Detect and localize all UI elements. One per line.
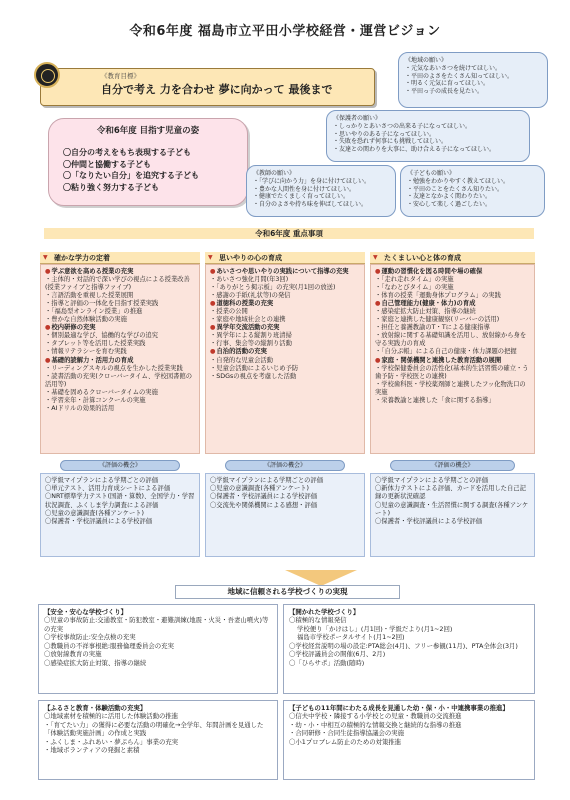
box-item: ・合同研修・合同生徒指導協議会の実施 [289,729,405,738]
priority-column-health [370,252,535,557]
box-item: ・幼・小・中相互の積極的な情報交換と継続的な指導の推進 [289,720,462,729]
section-item: ・「自分ぷ帳」による自己の健康・体力課題の把握 [375,348,517,356]
section-item: ・主体的・対話的で深い学びの視点による授業改善(授業ファイブと指導ファイブ) [45,276,190,292]
bubble-title: 《教師の願い》 [253,170,296,177]
column-heading: ▼ 思いやりの心の育成 [205,252,365,264]
goal-text: 自分で考え 力を合わせ 夢に向かって 最後まで [101,83,333,96]
section-item: ・読書活動の充実(クローバータイム、学校図書館の活用等) [45,372,193,388]
open-school-box [283,604,535,694]
goal-label: 《教育目標》 [101,72,140,80]
box-item: 〇小1プロブレム防止のための対策推進 [289,737,402,746]
evaluation-item: 〇保護者・学校評議員による学校評価 [45,517,153,525]
bubble-title: 《地域の願い》 [405,57,448,64]
priority-column-academic [40,252,200,557]
section-item: ・担任と養護教諭のT・Tによる健康指導 [375,324,490,332]
evaluation-item: 〇保護者・学校評議員による学校評価 [210,493,318,501]
box-heading: 【開かれた学校づくり】 [289,608,360,616]
section-item: ・情報リテラシーを育む実践 [45,348,127,356]
page-title: 令和6年度 福島市立平田小学校経営・運営ビジョン [129,24,441,39]
section-item: ・個別最適な学び、協働的な学びの追究 [45,332,159,340]
section-item: ・栄養教諭と連携した「食に関する指導」 [375,396,495,404]
section-item: ・リーディングスキルの視点を生かした授業実践 [45,364,183,372]
evaluation-item: 〇児童の意識調査(各種アンケート) [45,509,144,517]
section-title: ● 家庭・関係機関と連携した教育活動の展開 [375,357,530,365]
bubble-line: ・明るく元気に育ってほしい。 [405,80,490,88]
section-item: ・感染症拡大防止対策、指導の継続 [375,308,476,316]
box-item: ・ふくしま・ふれあい・夢ぷらん」事業の充実 [44,737,179,746]
safety-box [38,604,278,694]
section-item: ・放射線に関する基礎知識を活用し、放射線から身を守る実践力の育成 [375,332,527,348]
section-title: ● 自治的活動の充実 [210,348,360,356]
evaluation-label: 《評価の機会》 [390,460,515,471]
section-item: ・SDGsの視点を考慮した活動 [210,372,297,380]
bubble-line: ・「学びに向かう力」を身に付けてほしい。 [253,177,371,185]
section-item: ・自発的な児童会活動 [210,356,273,364]
box-item: 〇信夫中学校・隣接する小学校との児童・教職員の交流推進 [289,712,462,721]
box-item: 〇児童の事故防止:交通教室・防犯教室・避難訓練(地震・火災・吾妻山噴火)等の充実 [44,616,269,633]
section-item: ・感謝の手紙(礼状等)の発信 [210,292,291,300]
evaluation-item: 〇交流先や関係機関による感想・評価 [210,501,318,509]
section-item: ・豊かな自然体験活動の実施 [45,316,127,324]
box-heading: 【安全・安心な学校づくり】 [44,608,128,616]
evaluation-item: 〇単元テスト、活用力育成シートによる評価 [45,485,171,493]
child-vision-title: 令和6年度 目指す児童の姿 [96,126,200,136]
box-item: ・「育てたい力」の獲得に必要な活動の明確化→全学年、年間計画を見通した「体験活動実施計画」の作成と実践 [44,720,264,738]
down-arrow-icon [285,570,357,586]
column-body [205,264,365,454]
bubble-line: ・勉強をわかりやすく教えてほしい。 [407,177,510,185]
section-title: ● 道徳科の授業の充実 [210,300,360,308]
evaluation-body [205,473,365,557]
bubble-line: ・平田っ子の成長を見たい。 [405,88,484,96]
bubble-line: ・平田のよさをたくさん知ってほしい。 [405,72,514,80]
child-vision-item: 〇「なりたい自分」を追究する子ども [63,171,199,181]
evaluation-label: 《評価の機会》 [225,460,345,471]
section-item: ・児童会活動によるいじめ予防 [210,364,299,372]
trust-title: 地域に信頼される学校づくりの実現 [175,585,400,599]
section-item: ・学校歯科医・学校薬剤師と連携したフッ化物洗口の実施 [375,380,526,396]
bubble-title: 《子どもの願い》 [407,170,456,177]
section-item: ・「なわとびタイム」の実施 [375,284,454,292]
hometown-education-box [38,700,278,780]
column-heading: ▼ たくましい心と体の育成 [370,252,535,264]
section-item: ・学校保健委員会の活性化(基本的生活習慣の確立・う歯予防・学校医との連携) [375,364,529,380]
section-item: ・あいさつ強化月間(年3回) [210,276,289,284]
box-heading: 【子どもの11年間にわたる成長を見通した幼・保・小・中連携事業の推進】 [289,704,509,712]
section-item: ・家庭や地域社会との連携 [210,316,286,324]
priority-column-compassion [205,252,365,557]
section-title: ● 校内研修の充実 [45,324,195,332]
school-emblem-icon [34,62,60,88]
bubble-line: ・自分のよさや持ち味を伸ばしてほしい。 [253,201,368,209]
bubble-line: ・友達となかよく関わりたい。 [407,193,492,201]
child-wish-bubble [400,165,545,217]
bubble-line: ・平田のことをたくさん知りたい。 [407,185,504,193]
box-item: 〇教職員の不祥事根絶:服務倫理委員会の充実 [44,641,174,650]
column-body [40,264,200,454]
section-title: ● 自己管理能力(健康・体力)の育成 [375,300,530,308]
bubble-line: ・失敗を恐れず何事にも挑戦してほしい。 [333,138,448,146]
evaluation-item: 〇保護者・学校評議員による学校評価 [375,517,483,525]
parent-wish-bubble [326,110,530,162]
child-vision-list [63,147,199,193]
child-vision-item: 〇粘り強く努力する子ども [63,182,159,192]
section-item: ・体育の授業「運動身体プログラム」の実践 [375,292,501,300]
box-heading: 【ふるさと教育・体験活動の充実】 [44,704,147,712]
section-item: ・家庭と連携した健康観察(リーバーの活用) [375,316,500,324]
box-item: 〇学校評議員会の開催(6月、2月) [289,650,386,659]
section-item: ・学習来年・計算コンクールの実施 [45,396,146,404]
box-item: 〇学校経営説明の場の設定:PTA総会(4月)、フリー参観(11月)、PTA全体会(3月) [289,641,518,650]
child-vision-item: 〇自分の考えをもち表現する子ども [63,148,191,157]
section-title: ● 基礎的読解力・活用力の育成 [45,357,195,365]
box-item: 〇積極的な情報発信 [289,616,347,625]
bubble-line: ・思いやりのある子になってほしい。 [333,130,436,138]
educational-goal-box [40,68,375,106]
box-item: 〇地域素材を積極的に活用した体験活動の推進 [44,712,179,721]
bubble-line: ・安心して楽しく過ごしたい。 [407,201,492,209]
evaluation-item: 〇児童の意識調査(各種アンケート) [210,485,309,493]
section-item: ・行事、集会等の縦割り活動 [210,340,292,348]
section-item: ・異学年による縦割り班清掃 [210,332,292,340]
section-title: ● 学ぶ意欲を高める授業の充実 [45,268,195,276]
bubble-line: ・豊かな人間性を身に付けてほしい。 [253,185,356,193]
section-title: ● 異学年交流活動の充実 [210,324,360,332]
section-item: ・授業の公開 [210,308,248,316]
box-item: 〇学校事故防止:安全点検の充実 [44,633,136,642]
bubble-line: ・元気なあいさつを続けてほしい。 [405,64,502,72]
growth-linkage-box [283,700,535,780]
bubble-title: 《保護者の願い》 [333,115,382,122]
evaluation-item: 〇学級マイプランによる学期ごとの評価 [210,477,324,484]
child-vision-box [48,118,248,206]
evaluation-body [40,473,200,557]
section-item: ・「福島型オンライン授業」の推進 [45,308,143,316]
section-item: ・基礎を固めるクローバータイムの実施 [45,388,158,396]
section-title: ● あいさつや思いやりの実践について指導の充実 [210,268,360,276]
evaluation-item: 〇児童の意識調査・生活習慣に関する調査(各種アンケート) [375,501,529,517]
evaluation-label: 《評価の機会》 [60,460,180,471]
box-item: 福島市学校ポータルサイト(月1~2回) [297,633,405,642]
section-item: ・タブレット等を活用した授業実践 [45,340,146,348]
box-item: 学校便り「かけはし」(月1回)・学級だより(月1~2回) [297,624,453,633]
bubble-line: ・友達との関わりを大事に、助け合える子になってほしい。 [333,146,496,154]
box-item: 〇「ひらサポ」活動(随時) [289,658,365,667]
priorities-title: 令和6年度 重点事項 [44,228,534,239]
evaluation-body [370,473,535,557]
teacher-wish-bubble [246,165,396,217]
section-title: ● 運動の習慣化を図る時間や場の確保 [375,268,530,276]
evaluation-item: 〇学級マイプランによる学期ごとの評価 [375,477,489,484]
column-heading: ▼ 確かな学力の定着 [40,252,200,264]
section-item: ・指導と評価の一体化を目指す授業実践 [45,300,159,308]
region-wish-bubble [398,52,548,108]
child-vision-item: 〇仲間と協働する子ども [63,159,151,169]
evaluation-item: 〇NRT標準学力テスト(国語・算数)、全国学力・学習状況調査、ふくしま学力調査による評価 [45,493,195,509]
box-item: ・地域ボランティアの発掘と素積 [44,746,140,755]
section-item: ・「ありがとう掲示板」の充実(月1回の放送) [210,284,336,292]
section-item: ・AIドリルの効果的活用 [45,404,115,412]
section-item: ・言語活動を重視した授業展開 [45,292,134,300]
box-item: 〇感染症拡大防止対策、指導の継続 [44,658,147,667]
evaluation-item: 〇新体力テストによる評価、カードを活用した自己記録の更新状況確認 [375,485,526,501]
bubble-line: ・健康でたくましく育ってほしい。 [253,193,350,201]
box-item: 〇放射線教育の実施 [44,650,102,659]
evaluation-item: 〇学級マイプランによる学期ごとの評価 [45,477,159,484]
section-item: ・「走れ走れタイム」の実施 [375,276,454,284]
bubble-line: ・しっかりとあいさつの出来る子になってほしい。 [333,122,472,130]
column-body [370,264,535,454]
